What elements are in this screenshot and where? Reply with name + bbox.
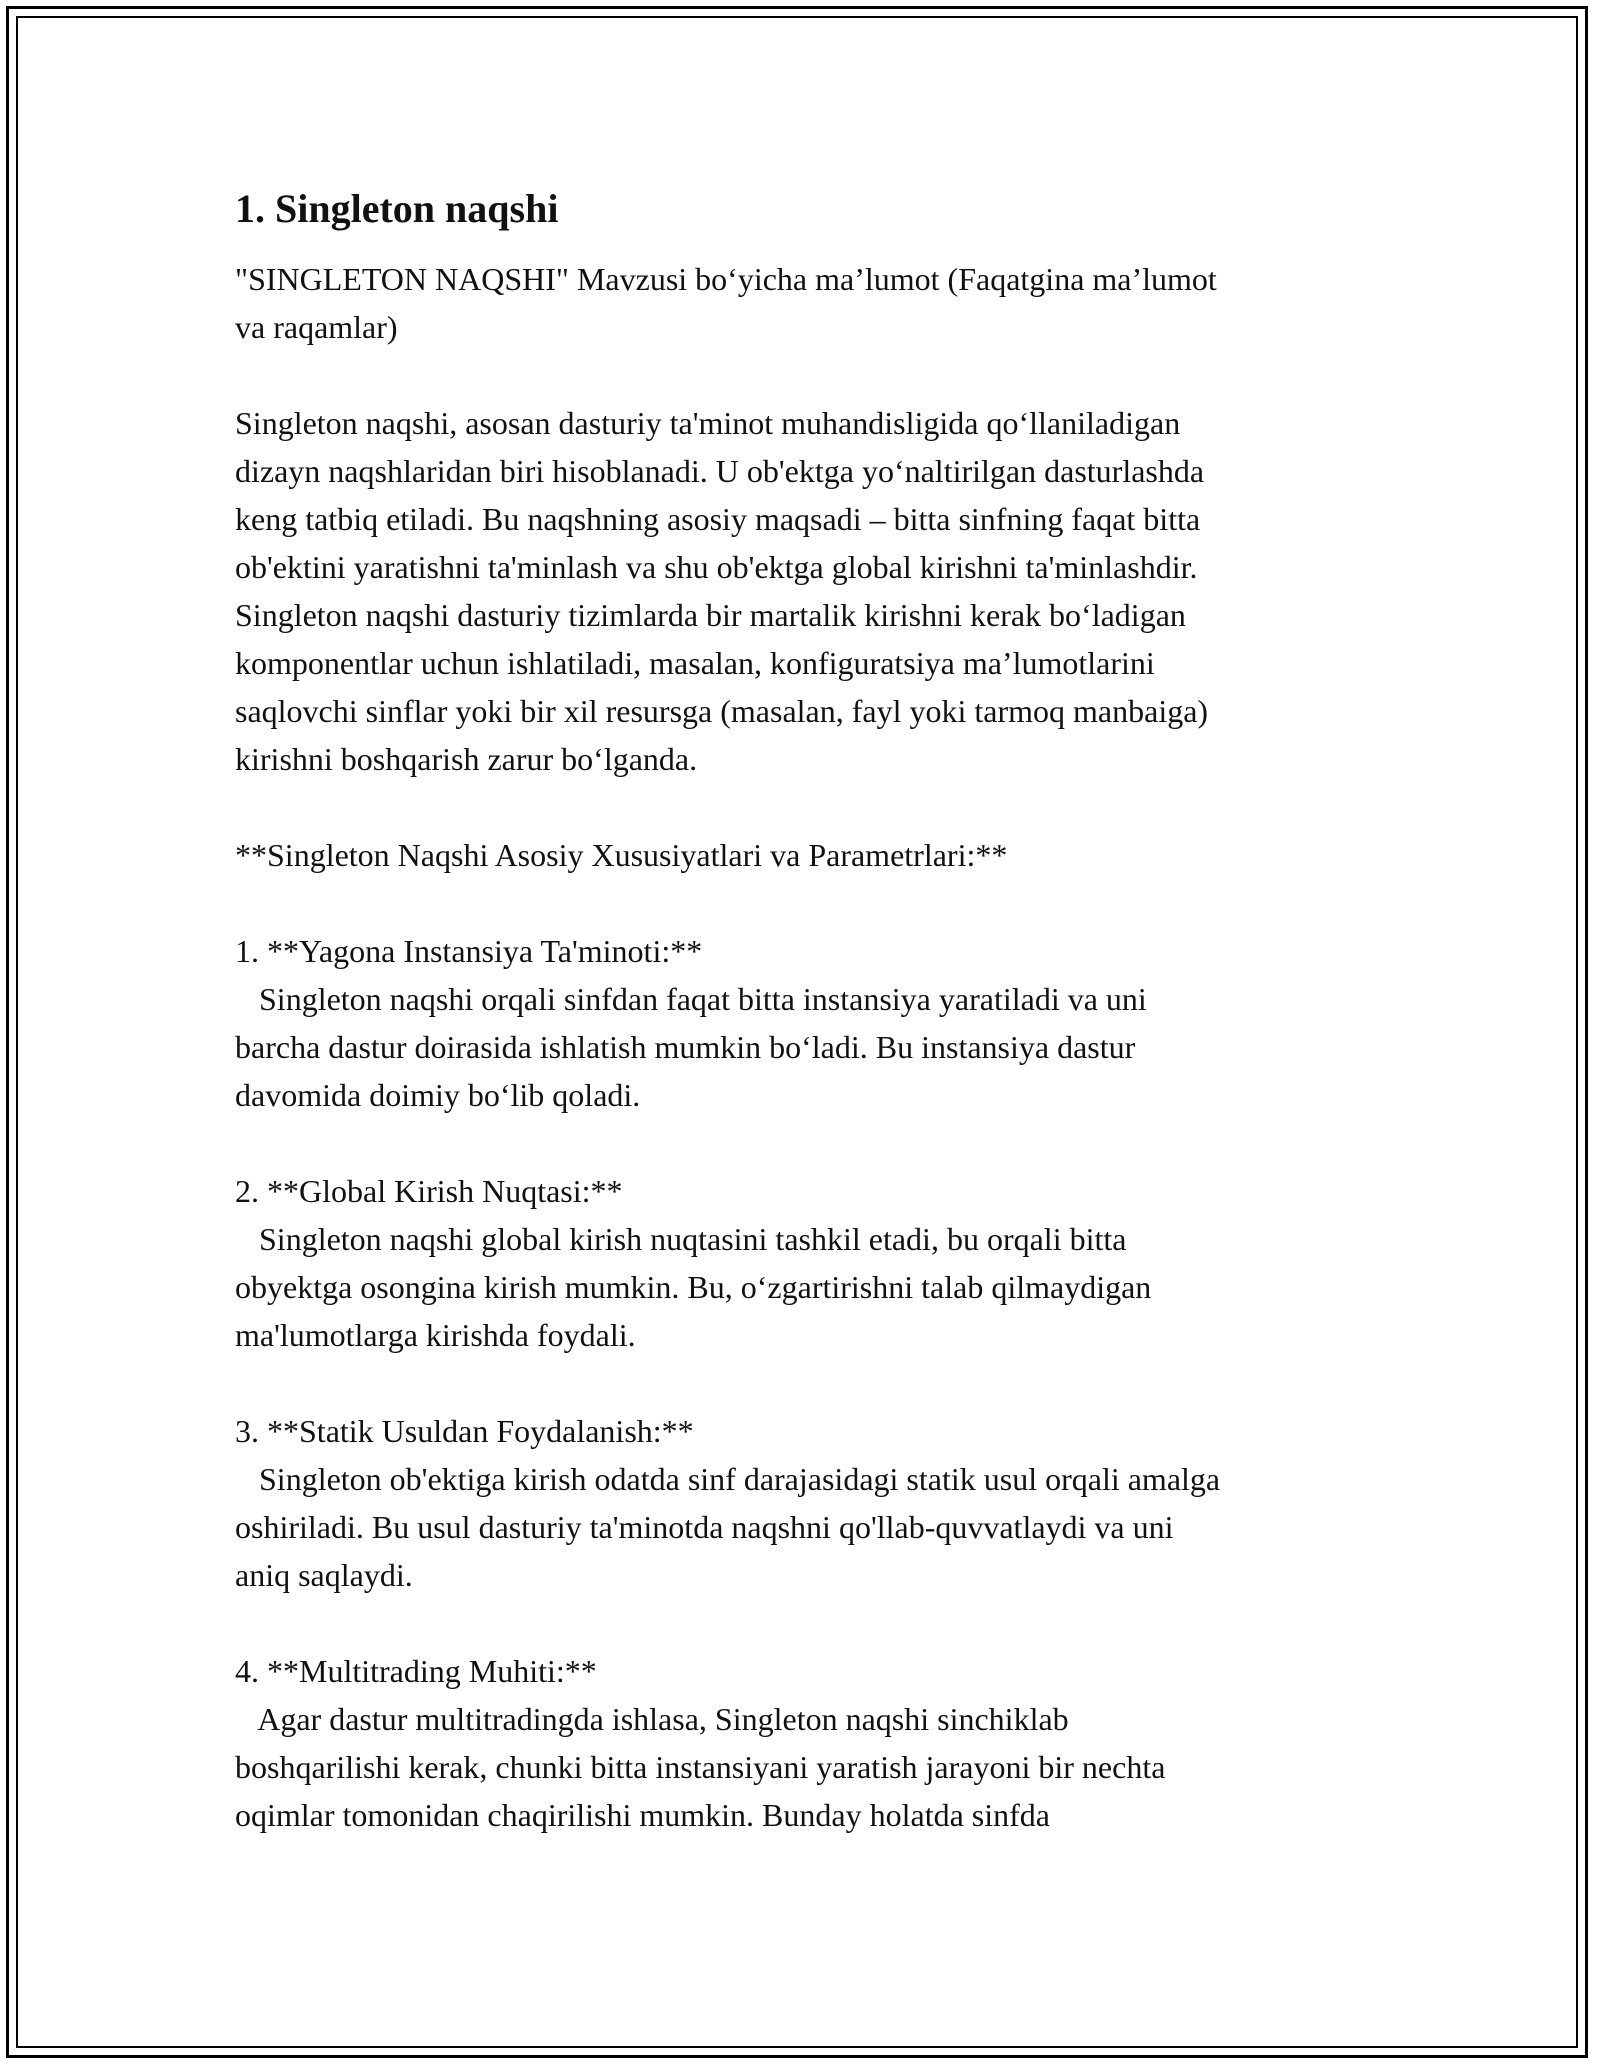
intro-line: "SINGLETON NAQSHI" Mavzusi bo‘yicha ma’lumot (Faqatgina ma’lumot — [235, 261, 1217, 297]
feature-line: oqimlar tomonidan chaqirilishi mumkin. Bunday holatda sinfda — [235, 1797, 1050, 1833]
paragraph-line: saqlovchi sinflar yoki bir xil resursga (masalan, fayl yoki tarmoq manbaiga) — [235, 693, 1209, 729]
paragraph-line: keng tatbiq etiladi. Bu naqshning asosiy maqsadi – bitta sinfning faqat bitta — [235, 501, 1201, 537]
feature-heading: 4. **Multitrading Muhiti:** — [235, 1653, 597, 1689]
features-heading: **Singleton Naqshi Asosiy Xususiyatlari va Parametrlari:** — [235, 837, 1008, 873]
feature-heading: 2. **Global Kirish Nuqtasi:** — [235, 1173, 623, 1209]
document-body — [235, 185, 1375, 1839]
feature-line: Singleton naqshi global kirish nuqtasini tashkil etadi, bu orqali bitta — [235, 1221, 1127, 1257]
feature-line: aniq saqlaydi. — [235, 1557, 413, 1593]
feature-line: oshiriladi. Bu usul dasturiy ta'minotda naqshni qo'llab-quvvatlaydi va uni — [235, 1509, 1174, 1545]
paragraph-gap — [235, 879, 1375, 927]
document-title: 1. Singleton naqshi — [235, 186, 559, 231]
paragraph-line: komponentlar uchun ishlatiladi, masalan, konfiguratsiya ma’lumotlarini — [235, 645, 1155, 681]
paragraph-line: kirishni boshqarish zarur bo‘lganda. — [235, 741, 698, 777]
feature-item-3 — [235, 1407, 1375, 1599]
paragraph-gap — [235, 1119, 1375, 1167]
feature-item-2 — [235, 1167, 1375, 1359]
feature-heading: 3. **Statik Usuldan Foydalanish:** — [235, 1413, 694, 1449]
intro-paragraph — [235, 255, 1375, 351]
feature-line: davomida doimiy bo‘lib qoladi. — [235, 1077, 641, 1113]
paragraph-line: Singleton naqshi dasturiy tizimlarda bir martalik kirishni kerak bo‘ladigan — [235, 597, 1186, 633]
paragraph-gap — [235, 783, 1375, 831]
paragraph-gap — [235, 1359, 1375, 1407]
feature-line: Agar dastur multitradingda ishlasa, Singleton naqshi sinchiklab — [235, 1701, 1069, 1737]
paragraph-line: dizayn naqshlaridan biri hisoblanadi. U ob'ektga yo‘naltirilgan dasturlashda — [235, 453, 1205, 489]
paragraph-line: ob'ektini yaratishni ta'minlash va shu ob'ektga global kirishni ta'minlashdir. — [235, 549, 1198, 585]
feature-line: Singleton ob'ektiga kirish odatda sinf darajasidagi statik usul orqali amalga — [235, 1461, 1221, 1497]
paragraph-gap — [235, 1599, 1375, 1647]
feature-line: boshqarilishi kerak, chunki bitta instansiyani yaratish jarayoni bir nechta — [235, 1749, 1166, 1785]
feature-heading: 1. **Yagona Instansiya Ta'minoti:** — [235, 933, 703, 969]
intro-line: va raqamlar) — [235, 309, 398, 345]
feature-line: obyektga osongina kirish mumkin. Bu, o‘zgartirishni talab qilmaydigan — [235, 1269, 1152, 1305]
feature-item-1 — [235, 927, 1375, 1119]
feature-line: ma'lumotlarga kirishda foydali. — [235, 1317, 636, 1353]
paragraph-gap — [235, 351, 1375, 399]
feature-line: barcha dastur doirasida ishlatish mumkin bo‘ladi. Bu instansiya dastur — [235, 1029, 1136, 1065]
feature-line: Singleton naqshi orqali sinfdan faqat bitta instansiya yaratiladi va uni — [235, 981, 1147, 1017]
paragraph-definition — [235, 399, 1375, 783]
feature-item-4 — [235, 1647, 1375, 1839]
paragraph-line: Singleton naqshi, asosan dasturiy ta'minot muhandisligida qo‘llaniladigan — [235, 405, 1181, 441]
